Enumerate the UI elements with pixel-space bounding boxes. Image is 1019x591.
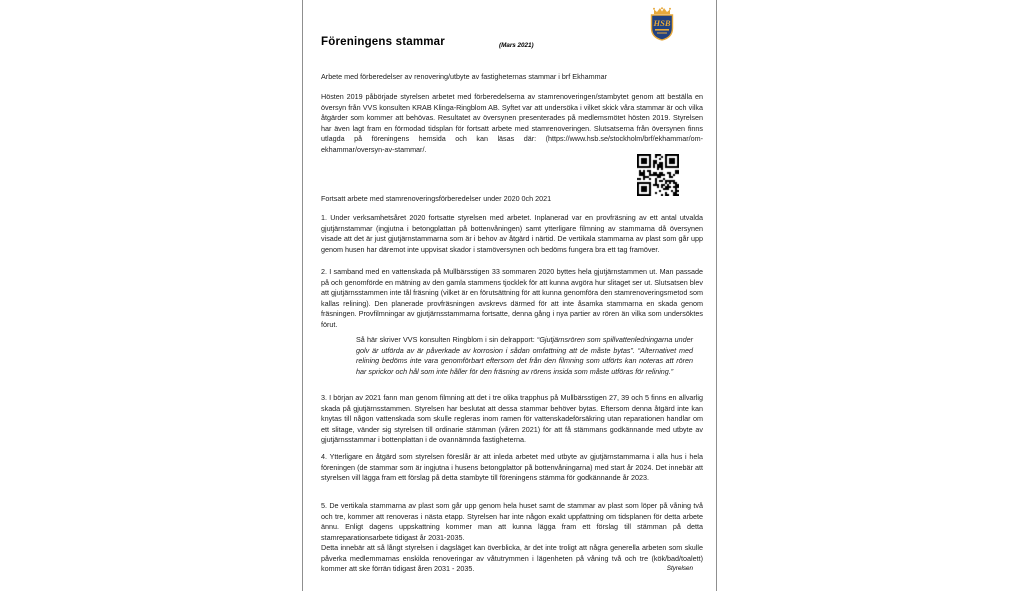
hsb-logo-icon [649, 7, 675, 41]
paragraph-5-continuation: Detta innebär att så långt styrelsen i dagsläget kan överblicka, är det inte troligt att några generella arbeten som skulle påverka medlemmarnas enskilda renoveringar av våtutrymmen i lägenheten på våning två och tre (kök/bad/toalett) kommer att ske förrän tidigast åren 2031 - 2035. [321, 543, 703, 573]
numbered-paragraph-1: 1. Under verksamhetsåret 2020 fortsatte styrelsen med arbetet. Inplanerad var en provfräsning av ett antal utvalda gjutjärnstammar (ingjutna i betongplattan på bottenvåningen) samt ytterligare filmning av stammarna då översynen visade att det är just gjutjärnstammarna som är i behov av åtgärd i närtid. De vertikala stammarna av plast som går upp genom husen har däremot inte uppvisat skador i stamöversynen och bedöms fungera bra ett tag framöver. [321, 213, 703, 254]
paragraph-5-main: 5. De vertikala stammarna av plast som går upp genom hela huset samt de stammar av plast som löper på våning två och tre, kommer att renoveras i nästa etapp. Styrelsen har inte någon exakt uppfattning om tidsplanen för detta arbete ännu. Enligt dagens uppskattning kommer man att kunna lägga fram ett förslag till stämman på detta stamreparationsarbete tidigast år 2031-2035. [321, 501, 703, 542]
section-heading: Fortsatt arbete med stamrenoveringsförberedelser under 2020 0ch 2021 [321, 194, 552, 203]
qr-code-canvas [637, 154, 679, 196]
numbered-paragraph-5 [321, 501, 703, 575]
page-title: Föreningens stammar [321, 36, 445, 48]
hsb-crest-graphic [649, 7, 675, 41]
quote-lead-text: Så här skriver VVS konsulten Ringblom i sin delrapport: [356, 335, 537, 344]
numbered-paragraph-3: 3. I början av 2021 fann man genom filmning att det i tre olika trapphus på Mullbärsstigen 27, 39 och 5 finns en allvarlig skada på gjutjärnsstammen. Styrelsen har beslutat att dessa stammar behöver bytas. Eftersom denna åtgärd inte kan knytas till någon vattenskada som skulle regleras inom ramen för vattenskadeförsäkring utan reparationen handlar om ett slitage, vänder sig styrelsen till ordinarie stämman (våren 2021) för att få stämmans godkännande med utbyte av gjutjärnsstammar i bottenplattan i de ovannämnda fastigheterna. [321, 393, 703, 444]
numbered-paragraph-4: 4. Ytterligare en åtgärd som styrelsen föreslår är att inleda arbetet med utbyte av gjutjärnstammarna i alla hus i hela föreningen (de stammar som är ingjutna i husens betongplattor på bottenvåningarna) med start år 2024. Det innebär att styrelsen vill lägga fram ett förslag på detta stambyte till föreningens stämma för godkännande år 2023. [321, 452, 703, 482]
date-note: (Mars 2021) [499, 42, 534, 49]
quote-italic-text: “Gjutjärnsrören som spillvattenledningarna under golv är utförda av är påverkade av korrosion i sådan omfattning att de måste bytas”. “Alternativet med relining bedöms inte vara genomförbart eftersom det från den filmning som utförts kan noteras att rören har sprickor och hål som inte håller för den fräsning av rörens insida som måste utföras för relining.” [356, 335, 693, 376]
intro-paragraph: Hösten 2019 påbörjade styrelsen arbetet med förberedelserna av stamrenoveringen/stambytet genom att beställa en översyn från VVS konsulten KRAB Klinga-Ringblom AB. Syftet var att undersöka i vilket skick våra stammar är och vilka åtgärder som kommer att behövas. Resultatet av översynen presenterades på medlemsmötet hösten 2019. Styrelsen har även lagt fram en förmodad tidsplan för fortsatt arbete med stamrenoveringen. Slutsatserna från översynen finns utlagda på föreningens hemsida och kan läsas där: (https://www.hsb.se/stockholm/brf/ekhammar/om-ekhammar/oversyn-av-stammar/. [321, 92, 703, 154]
consultant-quote [356, 335, 693, 377]
numbered-paragraph-2: 2. I samband med en vattenskada på Mullbärsstigen 33 sommaren 2020 byttes hela gjutjärnstammen ut. Man passade på och genomförde en mätning av den gamla stammens tjocklek för att kunna avgöra hur slitaget ser ut. Slutsatsen blev att gjutjärnsstammen inte tål fräsning (vilket är en förutsättning för att kunna genomföra den stamrenoveringsmetod som kallas relining). Den planerade provfräsningen avskrevs därmed för att inte åsamka stammarna en skada genom fräsningen. Provfilmningar av gjutjärnsstammarna fortsatte, denna gång i nya partier av rören än vilka som undersöktes förut. [321, 267, 703, 329]
document-page [302, 0, 717, 591]
qr-code-image [637, 154, 679, 196]
hsb-logo-text: HSB [653, 18, 671, 28]
signature-text: Styrelsen [666, 565, 693, 572]
intro-heading: Arbete med förberedelser av renovering/utbyte av fastigheternas stammar i brf Ekhammar [321, 72, 608, 81]
